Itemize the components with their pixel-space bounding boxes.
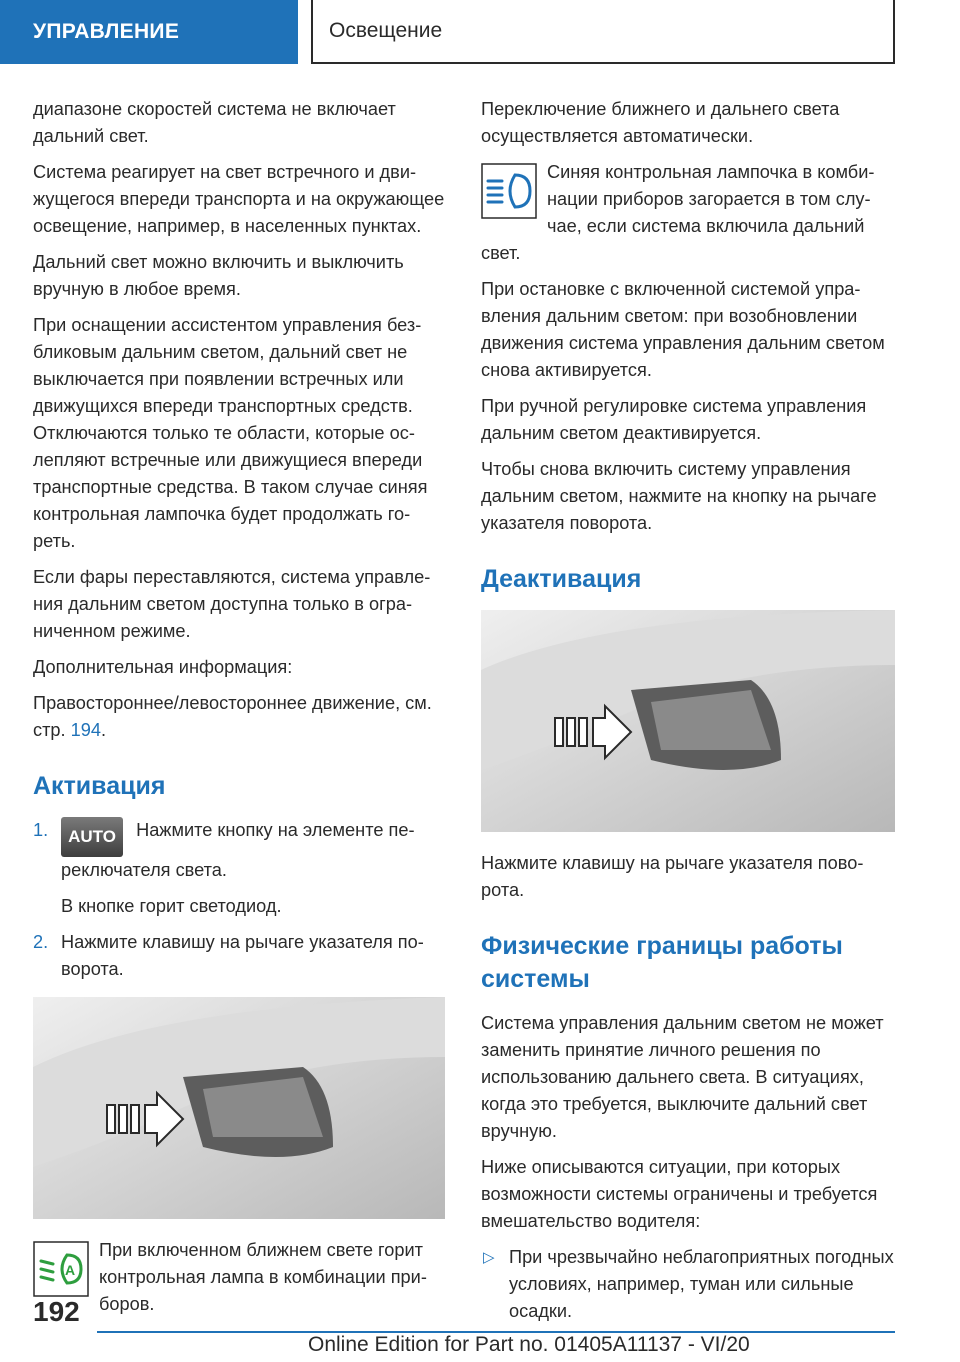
paragraph: При оснащении ассистентом управления безбликовым дальним светом, дальний свет не выключается при появлении встречных или движущихся впереди транспортных средств. Отключаются только те области, которые ослепляют встречные или движущиеся впереди транспортные средства. В таком случае синяя контрольная лампочка будет продолжать гореть. [33, 315, 428, 551]
step-number: 1. [33, 820, 49, 840]
paragraph: Если фары переставляются, система управления дальним светом доступна только в ограниченном режиме. [33, 567, 431, 641]
note-text: При включенном ближнем свете горит контрольная лампа в комбинации приборов. [99, 1240, 427, 1314]
auto-button-icon: AUTO [61, 817, 123, 857]
paragraph-with-link [33, 690, 445, 744]
heading-limits: Физические границы работы системы [481, 932, 843, 993]
heading-deactivation: Деактивация [481, 565, 642, 593]
list-item-text: При чрезвычайно неблагоприятных погодных условиях, например, туман или сильные осадки. [509, 1247, 894, 1321]
photo-caption: Нажмите клавишу на рычаге указателя поворота. [481, 853, 864, 900]
step-number: 2. [33, 932, 49, 952]
page-title: Освещение [311, 0, 895, 64]
page-number: 192 [33, 1296, 80, 1327]
step-1 [33, 817, 445, 884]
left-column [33, 96, 445, 1327]
footer-edition: Online Edition for Part no. 01405A11137 - VI/20 [308, 1333, 750, 1356]
step-2 [33, 929, 445, 983]
paragraph: Дополнительная информация: [33, 657, 293, 677]
turn-signal-lever-photo [33, 997, 445, 1219]
note-blue-indicator [481, 159, 895, 267]
turn-signal-lever-photo-deactivation [481, 610, 895, 832]
section-tab: УПРАВЛЕНИЕ [0, 0, 298, 64]
list-item [481, 1244, 895, 1325]
high-beam-indicator-icon [481, 163, 537, 219]
paragraph: диапазоне скоростей система не включает дальний свет. [33, 99, 396, 146]
note-low-beam [33, 1237, 445, 1318]
step-text: Нажмите кнопку на элементе переключателя света. [61, 820, 415, 880]
paragraph: Дальний свет можно включить и выключить вручную в любое время. [33, 252, 404, 299]
paragraph: Система управления дальним светом не может заменить принятие личного решения по использованию дальнего света. В ситуациях, когда это требуется, выключите дальний свет вручную. [481, 1013, 884, 1141]
step-1-note: В кнопке горит светодиод. [61, 896, 282, 916]
right-column [481, 96, 895, 1334]
paragraph: Ниже описываются ситуации, при которых возможности системы ограничены и требуется вмешательство водителя: [481, 1157, 878, 1231]
paragraph-text: Правостороннее/левостороннее движение, см. стр. [33, 693, 432, 740]
paragraph: Система реагирует на свет встречного и движущегося впереди транспорта и на окружающее освещение, например, в населенных пунктах. [33, 162, 445, 236]
low-beam-assist-indicator-icon [33, 1241, 89, 1297]
paragraph: При ручной регулировке система управления дальним светом деактивируется. [481, 396, 867, 443]
paragraph: Переключение ближнего и дальнего света осуществляется автоматически. [481, 99, 840, 146]
heading-activation: Активация [33, 772, 166, 800]
paragraph-end: . [101, 720, 107, 740]
svg-text:A: A [65, 1262, 76, 1278]
page-reference-link[interactable]: 194 [70, 720, 102, 740]
paragraph: При остановке с включенной системой управления дальним светом: при возобновлении движения система управления дальним светом снова активируется. [481, 279, 885, 380]
triangle-bullet-icon: ▷ [483, 1249, 495, 1266]
note-text: Синяя контрольная лампочка в комбинации приборов загорается в том случае, если система включила дальний свет. [481, 162, 875, 263]
step-text: Нажмите клавишу на рычаге указателя поворота. [61, 932, 424, 979]
paragraph: Чтобы снова включить систему управления дальним светом, нажмите на кнопку на рычаге указателя поворота. [481, 459, 877, 533]
